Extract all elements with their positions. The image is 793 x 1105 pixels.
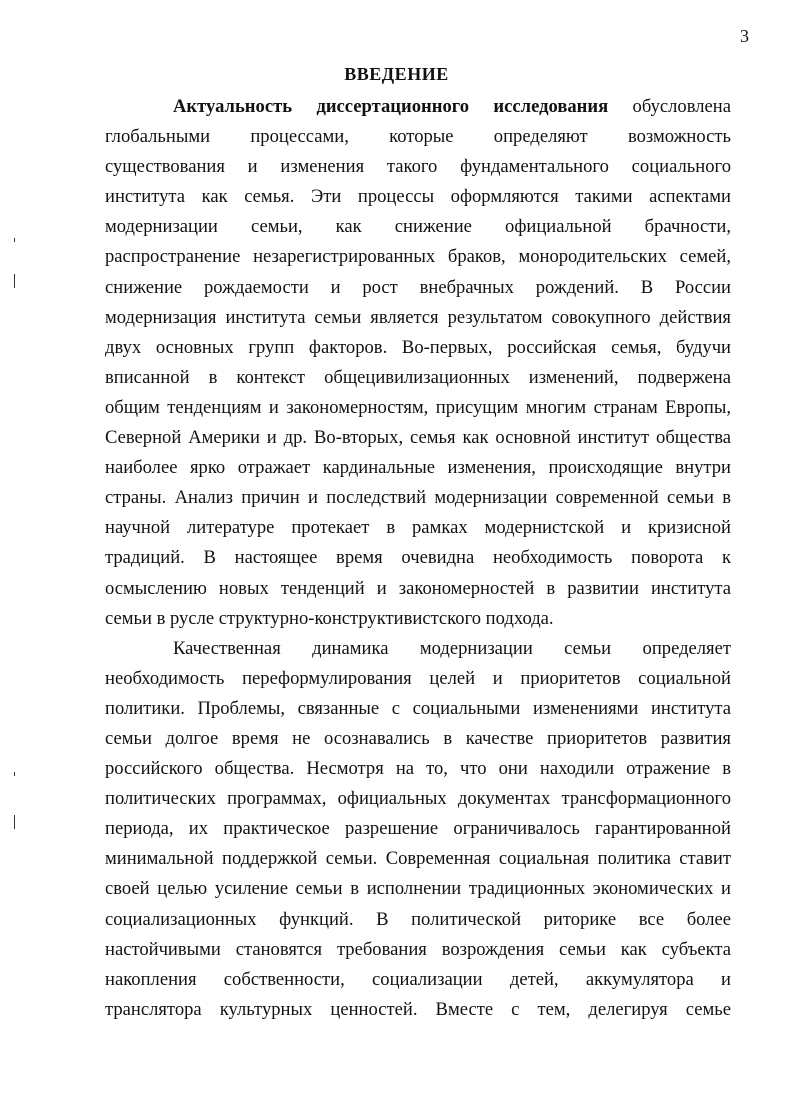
- paragraph-1-line-1: [105, 92, 731, 122]
- paragraph-line: модернизация института семьи является результатом совокупного действия: [105, 306, 731, 328]
- paragraph-line: вписанной в контекст общецивилизационных изменений, подвержена: [105, 366, 731, 388]
- paragraph-line: распространение незарегистрированных браков, монородительских семей,: [105, 246, 731, 268]
- page-title: ВВЕДЕНИЕ: [344, 64, 449, 84]
- paragraph-line: общим тенденциям и закономерностям, присущим многим странам Европы,: [105, 396, 731, 418]
- paragraph-line: своей целью усиление семьи в исполнении традиционных экономических и: [105, 878, 731, 900]
- paragraph-line: традиций. В настоящее время очевидна необходимость поворота к: [105, 547, 731, 569]
- paragraph-line: российского общества. Несмотря на то, что они находили отражение в: [105, 758, 731, 780]
- paragraph-line: научной литературе протекает в рамках модернистской и кризисной: [105, 517, 731, 539]
- paragraph-line: политических программах, официальных документах трансформационного: [105, 788, 731, 810]
- document-body: [105, 92, 731, 1025]
- lead-bold-text: Актуальность диссертационного исследования: [173, 96, 609, 117]
- page-number: 3: [740, 26, 749, 46]
- paragraph-line: Северной Америки и др. Во-вторых, семья как основной институт общества: [105, 427, 731, 449]
- margin-mark: [14, 238, 15, 242]
- paragraph-line: периода, их практическое разрешение ограничивалось гарантированной: [105, 818, 731, 840]
- paragraph-line: накопления собственности, социализации детей, аккумулятора и: [105, 968, 731, 990]
- paragraph-line: необходимость переформулирования целей и приоритетов социальной: [105, 667, 731, 689]
- paragraph-line: семьи в русле структурно-конструктивистского подхода.: [105, 607, 554, 629]
- paragraph-line: семьи долгое время не осознавались в качестве приоритетов развития: [105, 727, 731, 749]
- paragraph-line: транслятора культурных ценностей. Вместе с тем, делегируя семье: [105, 998, 731, 1020]
- paragraph-line: минимальной поддержкой семьи. Современная социальная политика ставит: [105, 848, 731, 870]
- paragraph-line: политики. Проблемы, связанные с социальными изменениями института: [105, 697, 731, 719]
- paragraph-line: страны. Анализ причин и последствий модернизации современной семьи в: [105, 487, 731, 509]
- line-text: обусловлена: [608, 96, 732, 117]
- paragraph-line: глобальными процессами, которые определяют возможность: [105, 126, 731, 148]
- paragraph-line: наиболее ярко отражает кардинальные изменения, происходящие внутри: [105, 457, 731, 479]
- paragraph-line: института как семья. Эти процессы оформляются такими аспектами: [105, 186, 731, 208]
- paragraph-line: осмыслению новых тенденций и закономерностей в развитии института: [105, 577, 731, 599]
- paragraph-line: двух основных групп факторов. Во-первых, российская семья, будучи: [105, 336, 731, 358]
- paragraph-line: настойчивыми становятся требования возрождения семьи как субъекта: [105, 938, 731, 960]
- paragraph-line: снижение рождаемости и рост внебрачных рождений. В России: [105, 276, 731, 298]
- margin-mark: [14, 274, 15, 288]
- paragraph-line: модернизации семьи, как снижение официальной брачности,: [105, 216, 731, 238]
- margin-mark: [14, 772, 15, 776]
- margin-mark: [14, 815, 15, 829]
- paragraph-line: Качественная динамика модернизации семьи определяет: [173, 637, 731, 659]
- paragraph-line: существования и изменения такого фундаментального социального: [105, 156, 731, 178]
- paragraph-line: социализационных функций. В политической риторике все более: [105, 908, 731, 930]
